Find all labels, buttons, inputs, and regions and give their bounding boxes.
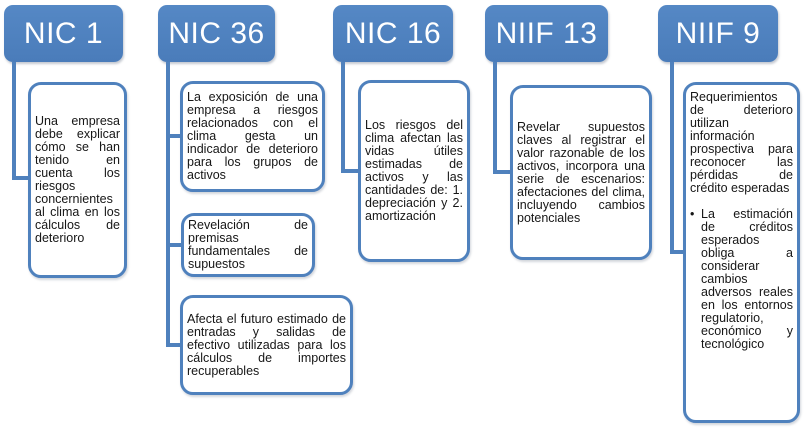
textbox-niif-13-0 [510, 85, 652, 260]
textbox-niif-13-0-text: Revelar supuestos claves al registrar el valor razonable de los activos, incorpora una serie de escenarios: afectaciones del clima, incluyendo cambios potenciales [517, 119, 645, 225]
header-niif-9 [658, 5, 778, 62]
connector-vline-nic-36 [166, 62, 170, 347]
header-nic-1-label: NIC 1 [23, 16, 104, 50]
connector-stub-nic-36-0 [166, 134, 180, 138]
textbox-nic-1-0 [28, 82, 127, 278]
connector-stub-nic-36-2 [166, 343, 180, 347]
connector-stub-nic-16-0 [341, 169, 358, 173]
textbox-niif-9-0 [683, 82, 800, 423]
header-niif-9-label: NIIF 9 [675, 16, 761, 50]
header-nic-36-label: NIC 36 [168, 16, 265, 50]
connector-vline-nic-1 [12, 62, 16, 180]
textbox-nic-16-0 [358, 80, 470, 262]
textbox-nic-36-2 [180, 295, 353, 395]
textbox-nic-16-0-text: Los riesgos del clima afectan las vidas útiles estimadas de activos y las cantidades de: 1. depreciación y 2. amortización [365, 118, 463, 223]
bullet-item [690, 208, 793, 351]
header-nic-16-label: NIC 16 [344, 16, 442, 50]
header-nic-36 [158, 5, 275, 62]
header-niif-13 [485, 5, 608, 62]
connector-stub-nic-36-1 [166, 243, 181, 247]
header-nic-16 [333, 5, 453, 62]
connector-stub-niif-9-0 [670, 250, 683, 254]
connector-vline-niif-9 [670, 62, 674, 254]
textbox-nic-36-0-text: La exposición de una empresa a riesgos relacionados con el clima gesta un indicador de deterioro para los grupos de activos [187, 90, 318, 182]
connector-stub-nic-1-0 [12, 176, 28, 180]
textbox-nic-36-2-text: Afecta el futuro estimado de entradas y salidas de efectivo utilizadas para los cálculos de importes recuperables [187, 311, 346, 378]
header-nic-1 [4, 5, 123, 62]
textbox-niif-9-0-text: Requerimientos de deterioro utilizan información prospectiva para reconocer las pérdidas de crédito esperadas [690, 90, 793, 195]
bullet-item-text: La estimación de créditos esperados obliga a considerar cambios adversos reales en los entornos regulatorio, económico y tecnológico [701, 207, 793, 351]
connector-vline-niif-13 [493, 62, 497, 174]
connector-vline-nic-16 [341, 62, 345, 173]
textbox-nic-36-0 [180, 81, 325, 192]
bullet-icon: • [690, 207, 695, 221]
textbox-nic-36-1 [181, 213, 315, 277]
header-niif-13-label: NIIF 13 [495, 16, 598, 50]
connector-stub-niif-13-0 [493, 170, 510, 174]
textbox-nic-36-1-text: Revelación de premisas fundamentales de supuestos [188, 218, 308, 271]
textbox-nic-1-0-text: Una empresa debe explicar cómo se han tenido en cuenta los riesgos concernientes al clima en los cálculos de deterioro [35, 114, 120, 245]
